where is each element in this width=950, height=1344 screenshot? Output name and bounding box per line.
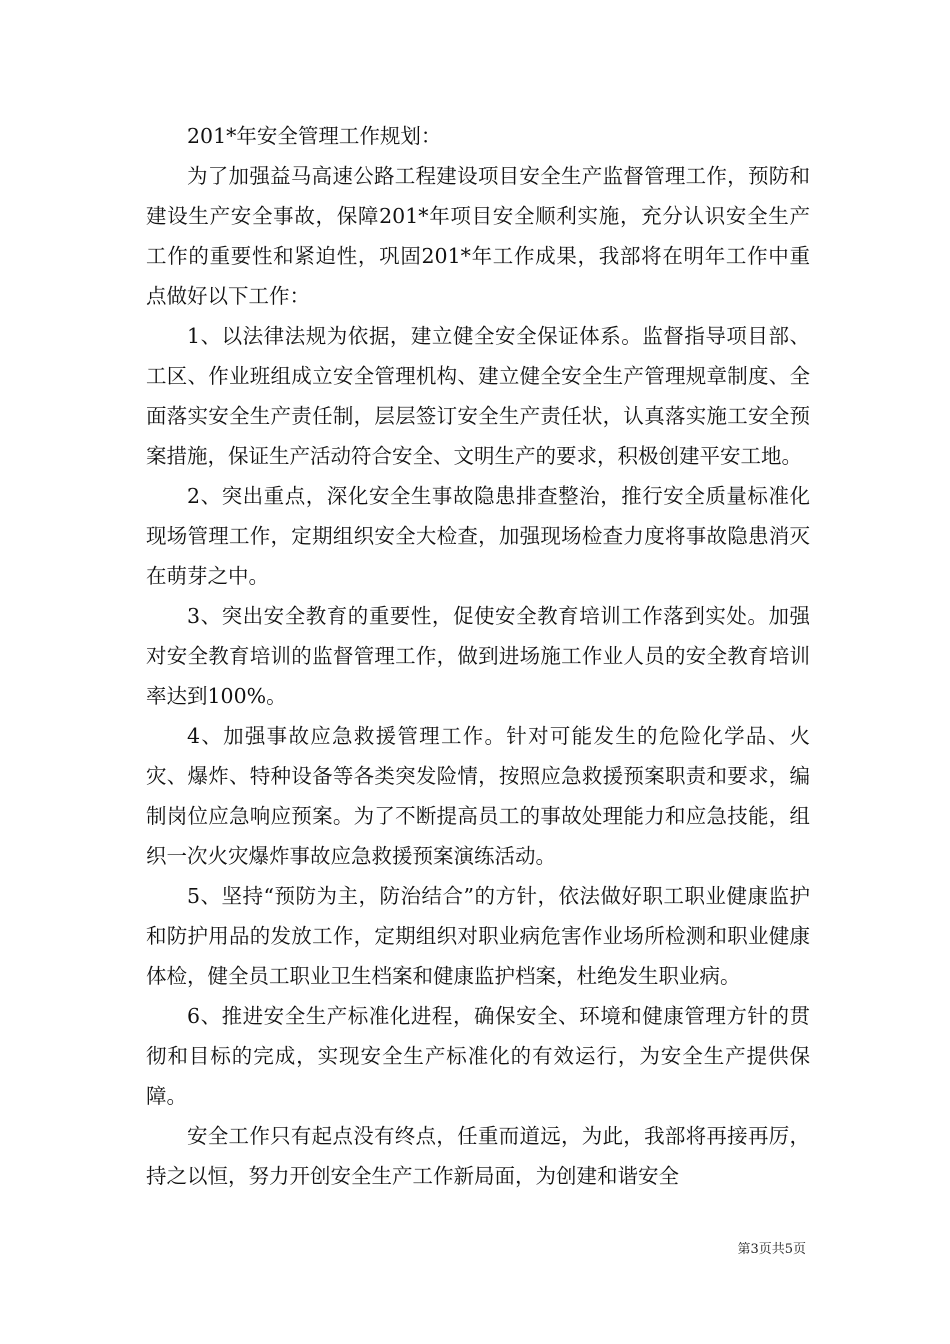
item-6-paragraph: 6、推进安全生产标准化进程，确保安全、环境和健康管理方针的贯彻和目标的完成，实现安全生产标准化的有效运行，为安全生产提供保障。 (146, 1004, 810, 1108)
section-heading: 201*年安全管理工作规划： (187, 124, 442, 148)
document-body (146, 116, 810, 1196)
page-number-footer: 第3页共5页 (737, 1242, 806, 1257)
item-3-paragraph: 3、突出安全教育的重要性，促使安全教育培训工作落到实处。加强对安全教育培训的监督管理工作，做到进场施工作业人员的安全教育培训率达到100%。 (146, 604, 810, 708)
item-2-paragraph: 2、突出重点，深化安全生事故隐患排查整治，推行安全质量标准化现场管理工作，定期组织安全大检查，加强现场检查力度将事故隐患消灭在萌芽之中。 (146, 484, 810, 588)
item-5-paragraph: 5、坚持“预防为主，防治结合”的方针，依法做好职工职业健康监护和防护用品的发放工作，定期组织对职业病危害作业场所检测和职业健康体检，健全员工职业卫生档案和健康监护档案，杜绝发生职业病。 (146, 884, 810, 988)
closing-paragraph: 安全工作只有起点没有终点，任重而道远，为此，我部将再接再厉，持之以恒，努力开创安全生产工作新局面，为创建和谐安全 (146, 1124, 810, 1188)
item-1-paragraph: 1、以法律法规为依据，建立健全安全保证体系。监督指导项目部、工区、作业班组成立安全管理机构、建立健全安全生产管理规章制度、全面落实安全生产责任制，层层签订安全生产责任状，认真落实施工安全预案措施，保证生产活动符合安全、文明生产的要求，积极创建平安工地。 (146, 324, 810, 468)
intro-paragraph: 为了加强益马高速公路工程建设项目安全生产监督管理工作，预防和建设生产安全事故，保障201*年项目安全顺利实施，充分认识安全生产工作的重要性和紧迫性，巩固201*年工作成果，我部将在明年工作中重点做好以下工作： (146, 164, 810, 308)
item-4-paragraph: 4、加强事故应急救援管理工作。针对可能发生的危险化学品、火灾、爆炸、特种设备等各类突发险情，按照应急救援预案职责和要求，编制岗位应急响应预案。为了不断提高员工的事故处理能力和应急技能，组织一次火灾爆炸事故应急救援预案演练活动。 (146, 724, 810, 868)
